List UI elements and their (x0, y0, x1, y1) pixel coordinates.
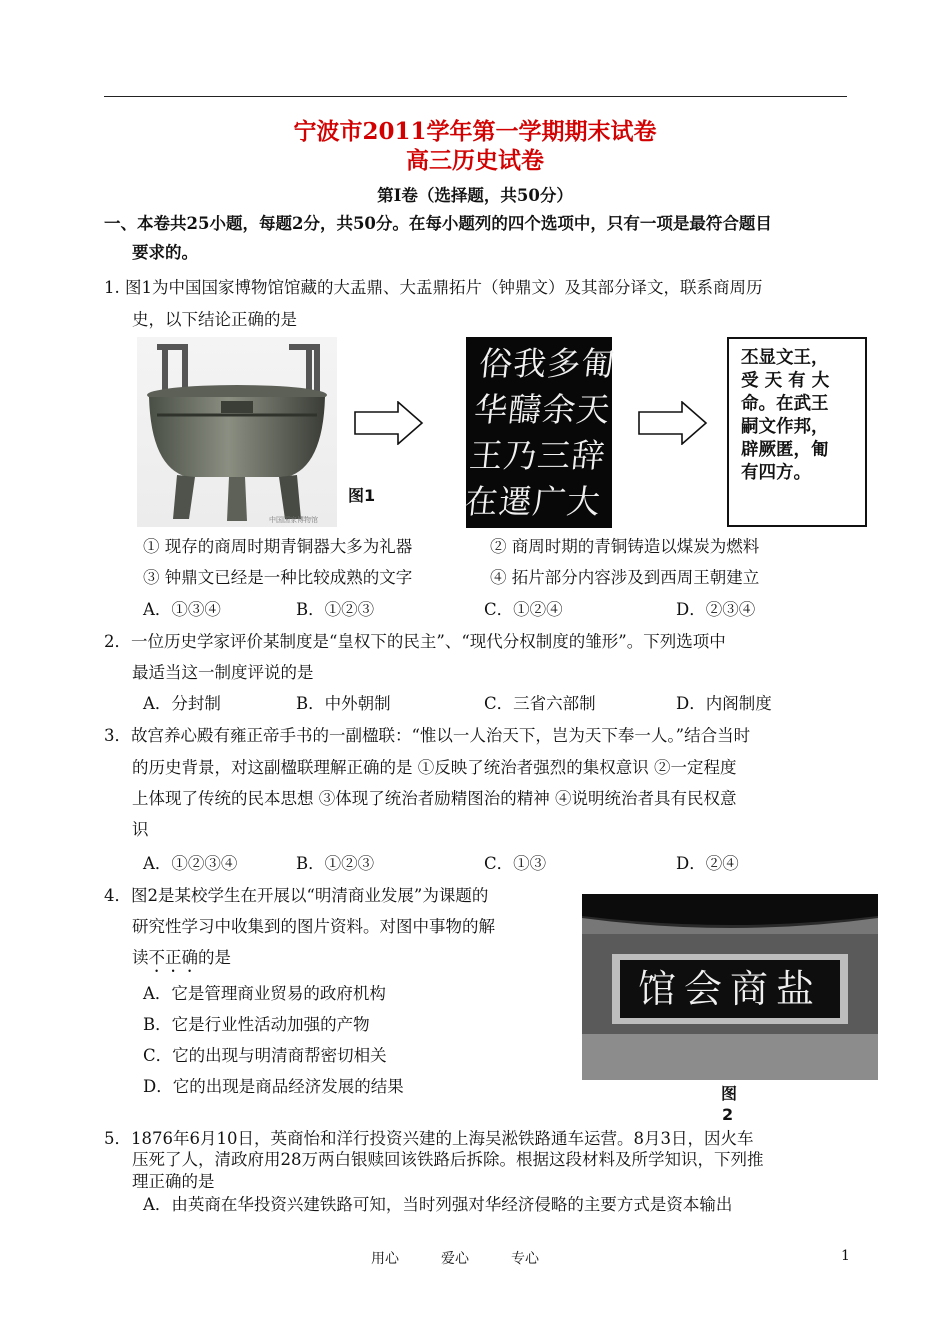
bronze-ding-photo (137, 337, 337, 527)
inscription-rubbing (462, 337, 618, 528)
q5-stem-line-2: 压死了人，清政府用28万两白银赎回该铁路后拆除。根据这段材料及所学知识，下列推 (132, 1150, 764, 1169)
q4-option-b: B．它是行业性活动加强的产物 (143, 1015, 370, 1034)
q1-option-a: A．①③④ (143, 600, 221, 619)
guild-hall-plaque-photo (582, 894, 878, 1080)
rubbing-glyphs: 俗我多匍 华醻余天 王乃三辞 在遷广大 (462, 344, 618, 521)
instructions-line-2: 要求的。 (132, 243, 198, 262)
plaque-inscription: 盐商会馆 (637, 967, 822, 1011)
q4-stem-line-2: 研究性学习中收集到的图片资料。对图中事物的解 (132, 917, 495, 936)
q3-option-b: B．①②③ (296, 854, 375, 873)
q1-statement-2: ② 商周时期的青铜铸造以煤炭为燃料 (490, 537, 760, 556)
q3-option-c: C．①③ (484, 854, 547, 873)
figure-2-label-line-1: 图 (721, 1084, 738, 1103)
q3-stem-line-4: 识 (132, 820, 149, 839)
q2-option-b: B．中外朝制 (296, 694, 391, 713)
q4-stem-post: 的是 (198, 948, 231, 967)
arrow-right-icon (638, 401, 708, 445)
q4-stem-emphasis: 不正确 (148, 948, 198, 967)
footer-motto-2: 爱心 (441, 1251, 469, 1267)
section-heading: 第Ⅰ卷（选择题，共50分） (377, 186, 573, 205)
header-rule (104, 96, 847, 97)
q4-stem-line-1: 4．图2是某校学生在开展以“明清商业发展”为课题的 (104, 886, 489, 905)
arrow-right-icon (354, 401, 424, 445)
museum-watermark: 中国国家博物馆 (269, 516, 318, 524)
page-number: 1 (841, 1248, 850, 1264)
q2-stem-line-2: 最适当这一制度评说的是 (132, 663, 314, 682)
q4-option-d: D．它的出现是商品经济发展的结果 (143, 1077, 404, 1096)
q5-option-a: A．由英商在华投资兴建铁路可知，当时列强对华经济侵略的主要方式是资本输出 (143, 1195, 733, 1214)
ding-vessel-image (137, 337, 337, 527)
q1-stem-line-1: 1. 图1为中国国家博物馆馆藏的大盂鼎、大盂鼎拓片（钟鼎文）及其部分译文，联系商周历 (104, 278, 763, 297)
figure-2-label-line-2: 2 (722, 1105, 734, 1124)
q2-stem-line-1: 2．一位历史学家评价某制度是“皇权下的民主”、“现代分权制度的雏形”。下列选项中 (104, 632, 726, 651)
q4-option-c: C．它的出现与明清商帮密切相关 (143, 1046, 387, 1065)
footer-motto-3: 专心 (511, 1251, 539, 1267)
instructions-line-1: 一、本卷共25小题，每题2分，共50分。在每小题列的四个选项中，只有一项是最符合题目 (104, 214, 772, 233)
q2-option-d: D．内阁制度 (676, 694, 772, 713)
exam-title: 宁波市2011学年第一学期期末试卷 (293, 118, 657, 145)
q1-option-c: C．①②④ (484, 600, 563, 619)
q3-option-a: A．①②③④ (143, 854, 238, 873)
q3-stem-line-3: 上体现了传统的民本思想 ③体现了统治者励精图治的精神 ④说明统治者具有民权意 (132, 789, 737, 808)
exam-subtitle: 高三历史试卷 (406, 147, 544, 174)
q4-stem-pre: 读 (132, 948, 149, 967)
q2-option-a: A．分封制 (143, 694, 221, 713)
q1-stem-line-2: 史，以下结论正确的是 (132, 310, 297, 329)
figure-1-label: 图1 (348, 486, 376, 505)
q1-statement-1: ① 现存的商周时期青铜器大多为礼器 (143, 537, 413, 556)
q5-stem-line-3: 理正确的是 (132, 1172, 215, 1191)
translation-text: 丕显文王， 受 天 有 大 命。在武王 嗣文作邦， 辟厥匿，匍 有四方。 (741, 348, 830, 483)
q1-option-b: B．①②③ (296, 600, 375, 619)
q4-option-a: A．它是管理商业贸易的政府机构 (143, 984, 386, 1003)
q1-statement-3: ③ 钟鼎文已经是一种比较成熟的文字 (143, 568, 413, 587)
q3-option-d: D．②④ (676, 854, 739, 873)
q2-option-c: C．三省六部制 (484, 694, 596, 713)
q4-stem-line-3 (132, 947, 231, 976)
q3-stem-line-2: 的历史背景，对这副楹联理解正确的是 ①反映了统治者强烈的集权意识 ②一定程度 (132, 758, 737, 777)
footer-motto-1: 用心 (371, 1251, 399, 1267)
q3-stem-line-1: 3．故宫养心殿有雍正帝手书的一副楹联：“惟以一人治天下，岂为天下奉一人。”结合当时 (104, 726, 751, 745)
q5-stem-line-1: 5．1876年6月10日，英商怡和洋行投资兴建的上海吴淞铁路通车运营。8月3日，因火车 (104, 1129, 754, 1148)
q1-statement-4: ④ 拓片部分内容涉及到西周王朝建立 (490, 568, 760, 587)
q1-option-d: D．②③④ (676, 600, 756, 619)
